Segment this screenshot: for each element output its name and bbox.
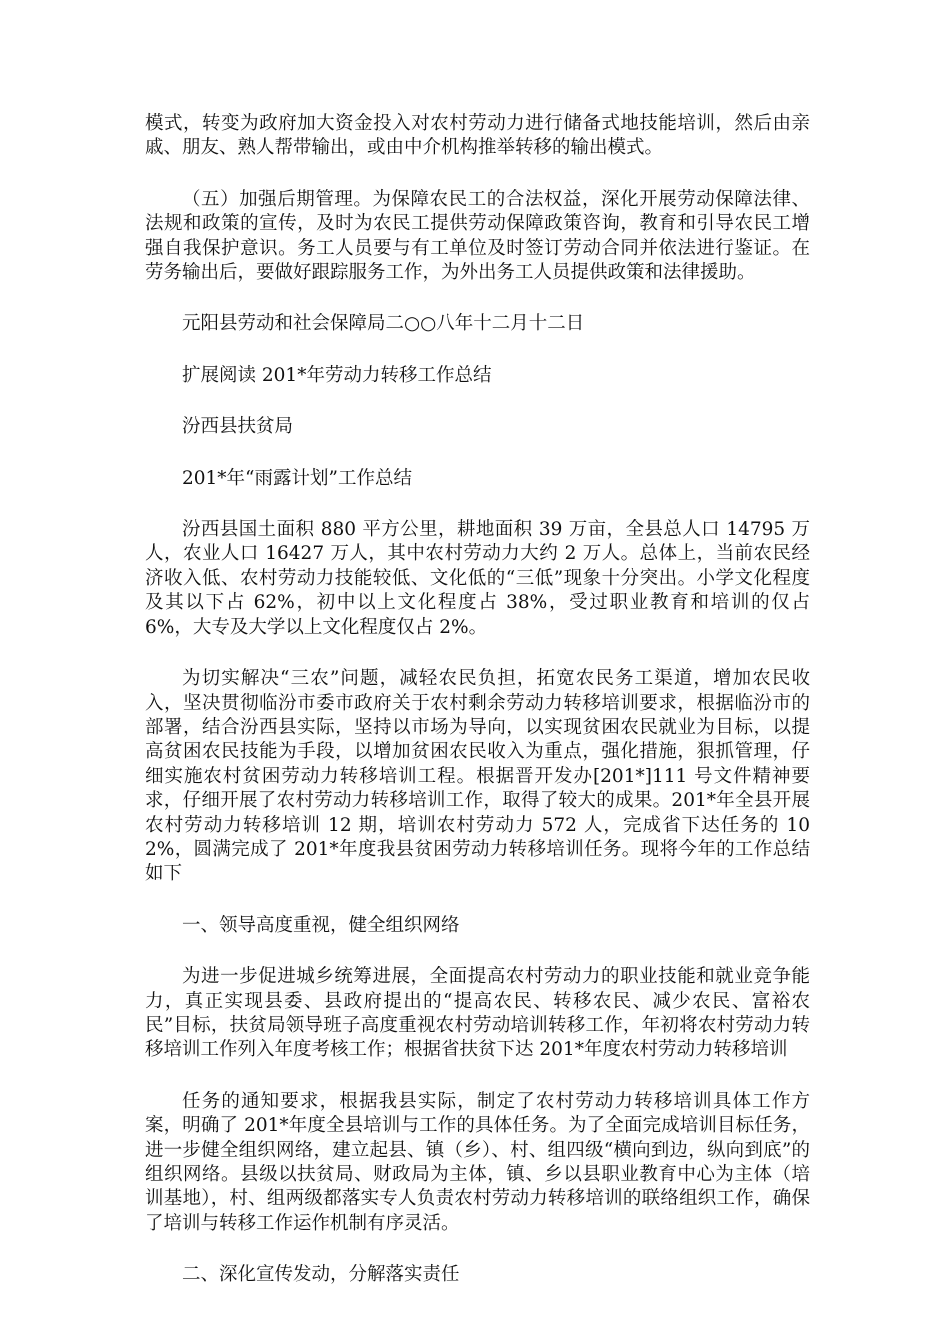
paragraph-gap — [145, 440, 810, 467]
report-title: 201*年“雨露计划”工作总结 — [182, 467, 412, 489]
paragraph-gap — [145, 491, 810, 518]
paragraph-section-five: （五）加强后期管理。为保障农民工的合法权益，深化开展劳动保障法律、法规和政策的宣传，及时为农民工提供劳动保障政策咨询，教育和引导农民工增强自我保护意识。务工人员要与有工单位及时签订劳动合同并依法进行鉴证。在劳务输出后，要做好跟踪服务工作，为外出务工人员提供政策和法律援助。 — [145, 188, 810, 284]
document-page — [145, 112, 810, 1288]
paragraph-gap — [145, 1236, 810, 1263]
paragraph-county-overview: 汾西县国土面积 880 平方公里，耕地面积 39 万亩，全县总人口 14795 万人，农业人口 16427 万人，其中农村劳动力大约 2 万人。总体上，当前农民经济收入低、农村劳动力技能较低、文化低的“三低”现象十分突出。小学文化程度及其以下占 62%，初中以上文化程度占 38%，受过职业教育和培训的仅占 6%，大专及大学以上文化程度仅占 2%。 — [145, 519, 810, 638]
paragraph-gap — [145, 337, 810, 364]
section-heading-one: 一、领导高度重视，健全组织网络 — [182, 914, 460, 936]
organization-name: 汾西县扶贫局 — [182, 416, 294, 438]
paragraph-gap — [145, 161, 810, 188]
paragraph-gap — [145, 887, 810, 914]
signature-line: 元阳县劳动和社会保障局二○○八年十二月十二日 — [182, 313, 585, 335]
section-heading-two: 二、深化宣传发动，分解落实责任 — [182, 1264, 460, 1286]
paragraph-work-summary: 为切实解决“三农”问题，减轻农民负担，拓宽农民务工渠道，增加农民收入，坚决贯彻临汾市委市政府关于农村剩余劳动力转移培训要求，根据临汾市的部署，结合汾西县实际，坚持以市场为导向，以实现贫困农民就业为目标，以提高贫困农民技能为手段，以增加贫困农民收入为重点，强化措施，狠抓管理，仔细实施农村贫困劳动力转移培训工程。根据晋开发办[201*]111 号文件精神要求，仔细开展了农村劳动力转移培训工作，取得了较大的成果。201*年全县开展农村劳动力转移培训 12 期，培训农村劳动力 572 人，完成省下达任务的 102%，圆满完成了 201*年度我县贫困劳动力转移培训任务。现将今年的工作总结如下 — [145, 668, 810, 885]
paragraph-gap — [145, 388, 810, 415]
paragraph-section-one-b: 任务的通知要求，根据我县实际，制定了农村劳动力转移培训具体工作方案，明确了 201*年度全县培训与工作的具体任务。为了全面完成培训目标任务，进一步健全组织网络，建立起县、镇（乡）、村、组四级“横向到边，纵向到底”的组织网络。县级以扶贫局、财政局为主体，镇、乡以县职业教育中心为主体（培训基地），村、组两级都落实专人负责农村劳动力转移培训的联络组织工作，确保了培训与转移工作运作机制有序灵活。 — [145, 1090, 810, 1234]
extended-reading-title: 扩展阅读 201*年劳动力转移工作总结 — [182, 364, 492, 386]
paragraph-gap — [145, 1063, 810, 1090]
paragraph-gap — [145, 938, 810, 965]
paragraph-section-one-a: 为进一步促进城乡统筹进展，全面提高农村劳动力的职业技能和就业竞争能力，真正实现县委、县政府提出的“提高农民、转移农民、减少农民、富裕农民”目标，扶贫局领导班子高度重视农村劳动培训转移工作，年初将农村劳动力转移培训工作列入年度考核工作；根据省扶贫下达 201*年度农村劳动力转移培训 — [145, 966, 810, 1061]
paragraph-gap — [145, 285, 810, 312]
paragraph-gap — [145, 640, 810, 667]
paragraph-continuation: 模式，转变为政府加大资金投入对农村劳动力进行储备式地技能培训，然后由亲戚、朋友、熟人帮带输出，或由中介机构推举转移的输出模式。 — [145, 113, 810, 159]
